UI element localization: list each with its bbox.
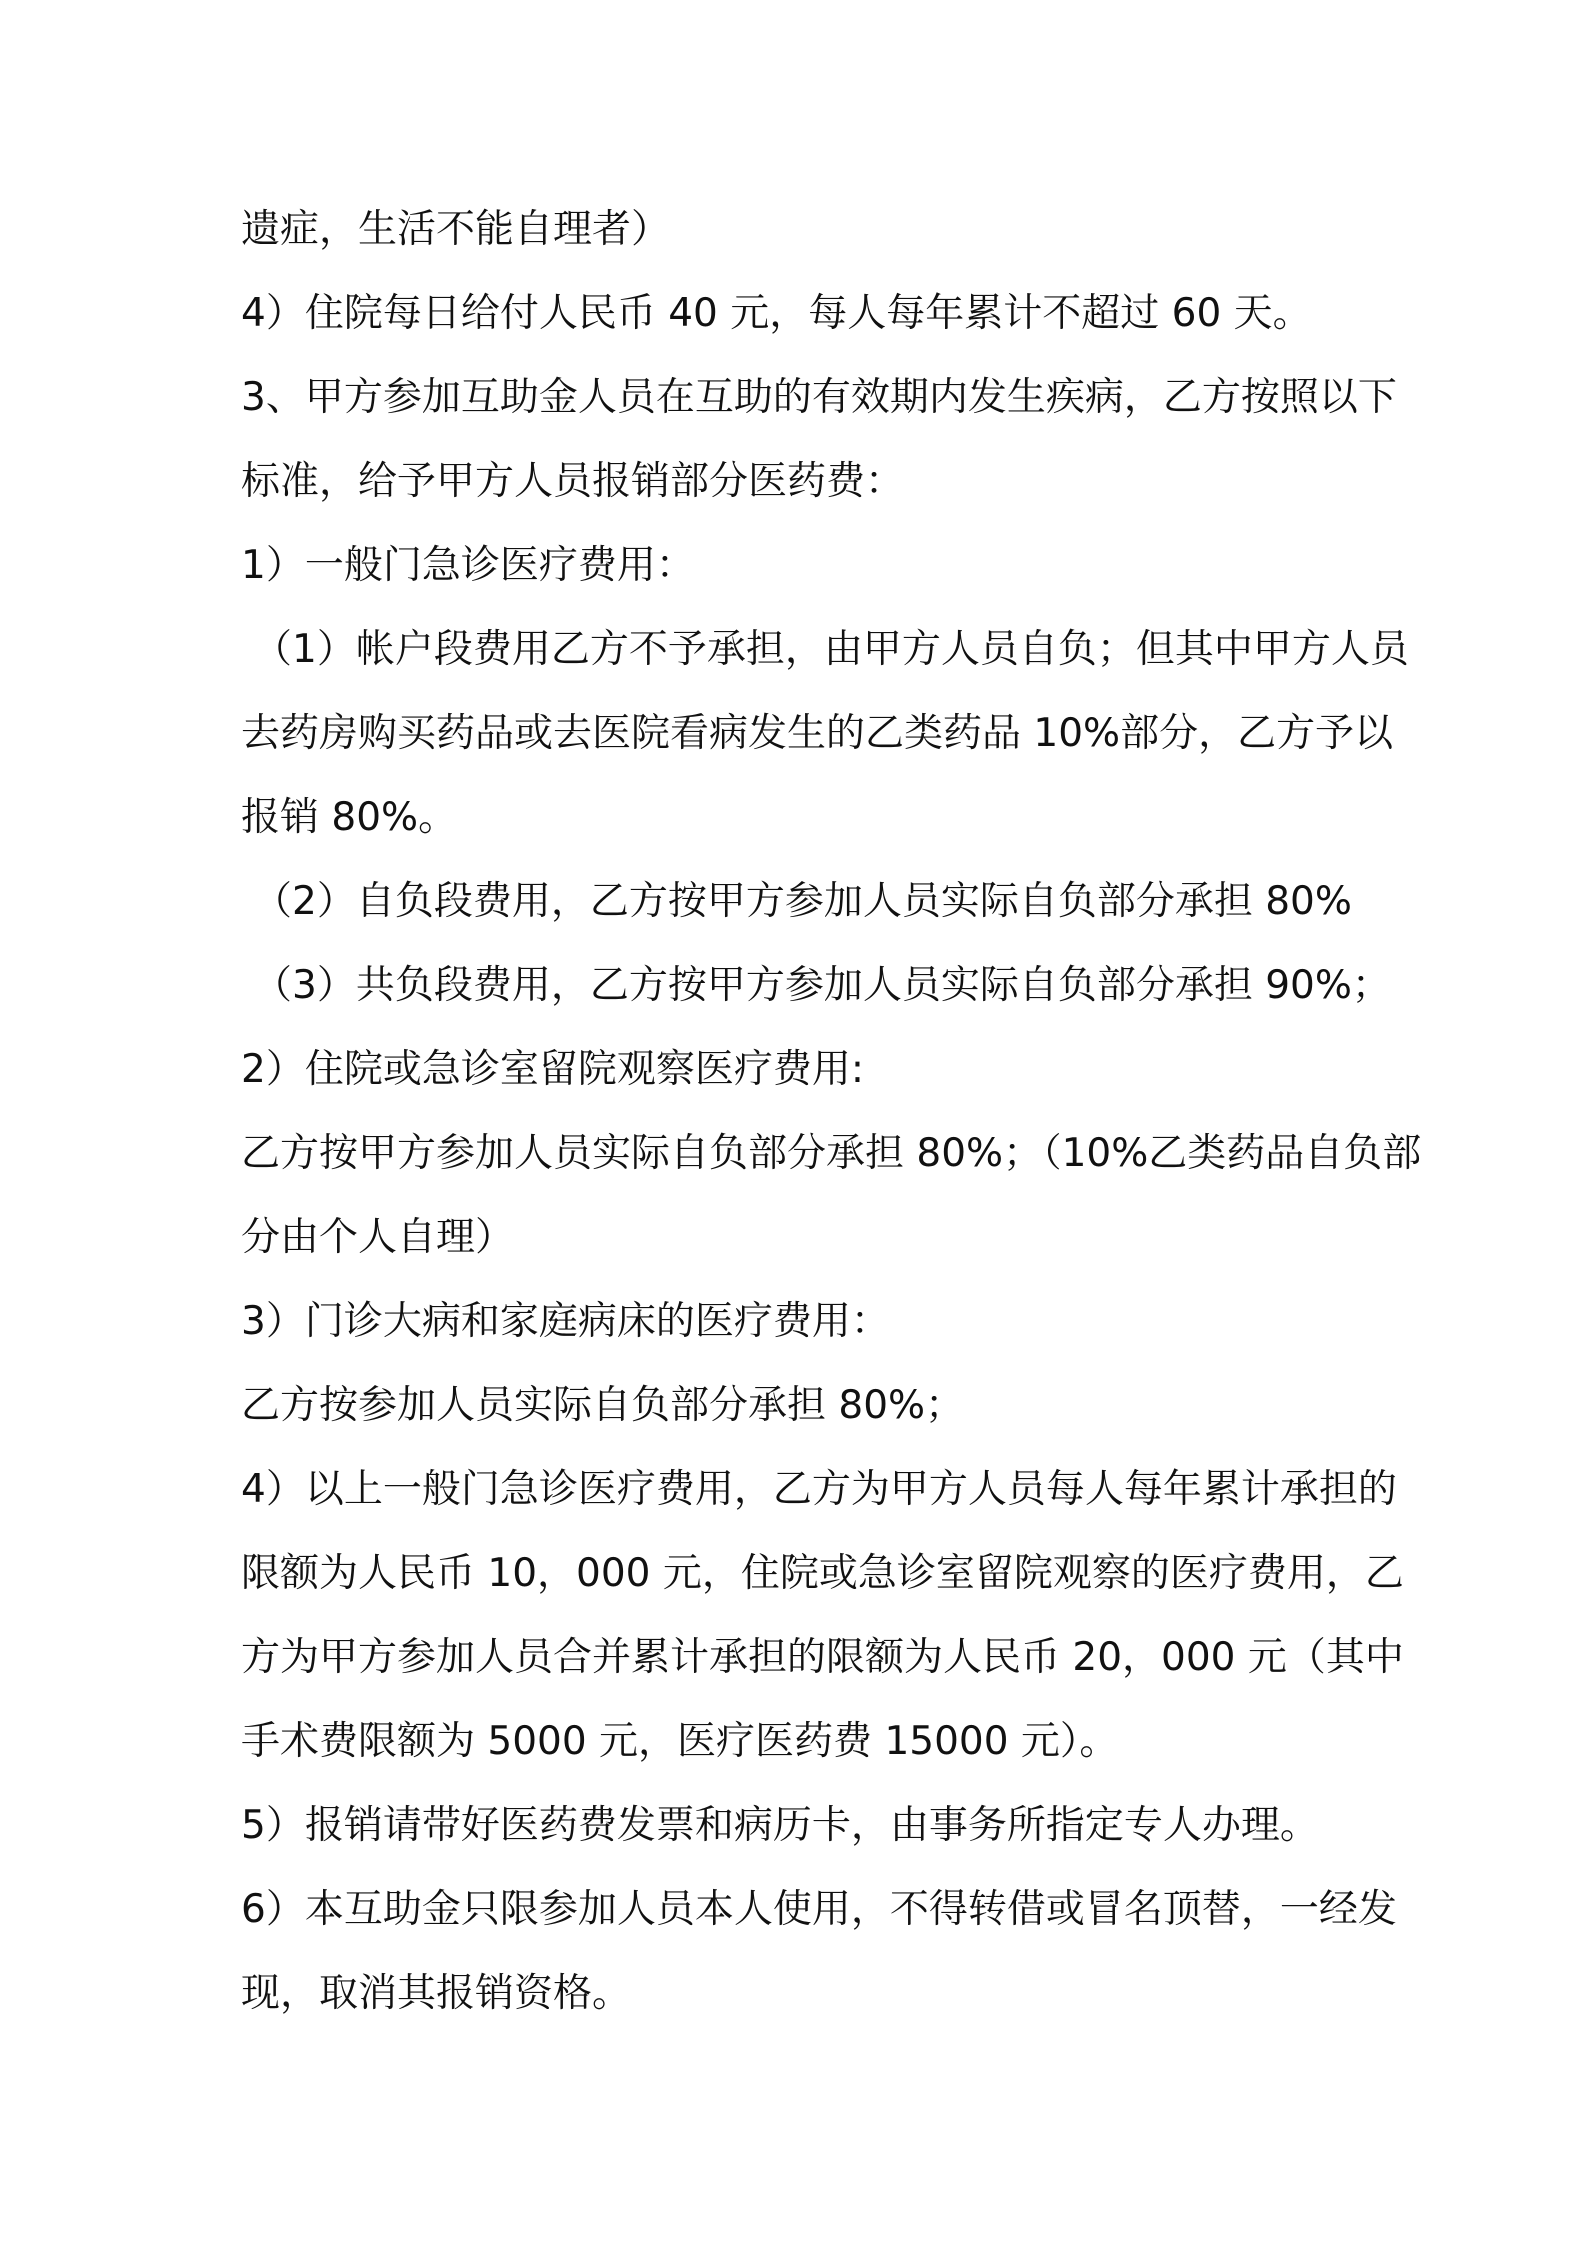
text-line: 2）住院或急诊室留院观察医疗费用: (241, 1047, 864, 1092)
text-line: 去药房购买药品或去医院看病发生的乙类药品 10%部分，乙方予以 (241, 711, 1394, 756)
text-line: 限额为人民币 10，000 元，住院或急诊室留院观察的医疗费用，乙 (241, 1551, 1404, 1596)
text-line: 遗症，生活不能自理者） (241, 207, 671, 252)
text-line: （1）帐户段费用乙方不予承担，由甲方人员自负；但其中甲方人员 (253, 627, 1409, 672)
text-line: 标准，给予甲方人员报销部分医药费： (241, 459, 905, 504)
text-line: 5）报销请带好医药费发票和病历卡，由事务所指定专人办理。 (241, 1803, 1319, 1848)
text-line: 手术费限额为 5000 元，医疗医药费 15000 元）。 (241, 1719, 1119, 1764)
text-line: 1）一般门急诊医疗费用： (241, 543, 695, 588)
text-line: 分由个人自理） (241, 1215, 515, 1260)
document-body (241, 188, 1422, 2036)
text-line: （2）自负段费用，乙方按甲方参加人员实际自负部分承担 80% (253, 879, 1352, 924)
text-line: 方为甲方参加人员合并累计承担的限额为人民币 20，000 元（其中 (241, 1635, 1404, 1680)
text-line: 乙方按甲方参加人员实际自负部分承担 80%；（10%乙类药品自负部 (241, 1131, 1422, 1176)
text-line: 4）住院每日给付人民币 40 元，每人每年累计不超过 60 天。 (241, 291, 1312, 336)
text-line: 3）门诊大病和家庭病床的医疗费用： (241, 1299, 890, 1344)
text-line: （3）共负段费用，乙方按甲方参加人员实际自负部分承担 90%； (253, 963, 1391, 1008)
text-line: 报销 80%。 (241, 795, 458, 840)
text-line: 乙方按参加人员实际自负部分承担 80%； (241, 1383, 965, 1428)
text-line: 3、甲方参加互助金人员在互助的有效期内发生疾病，乙方按照以下 (241, 375, 1397, 420)
text-line: 4）以上一般门急诊医疗费用，乙方为甲方人员每人每年累计承担的 (241, 1467, 1397, 1512)
text-line: 现，取消其报销资格。 (241, 1971, 632, 2016)
text-line: 6）本互助金只限参加人员本人使用，不得转借或冒名顶替，一经发 (241, 1887, 1397, 1932)
